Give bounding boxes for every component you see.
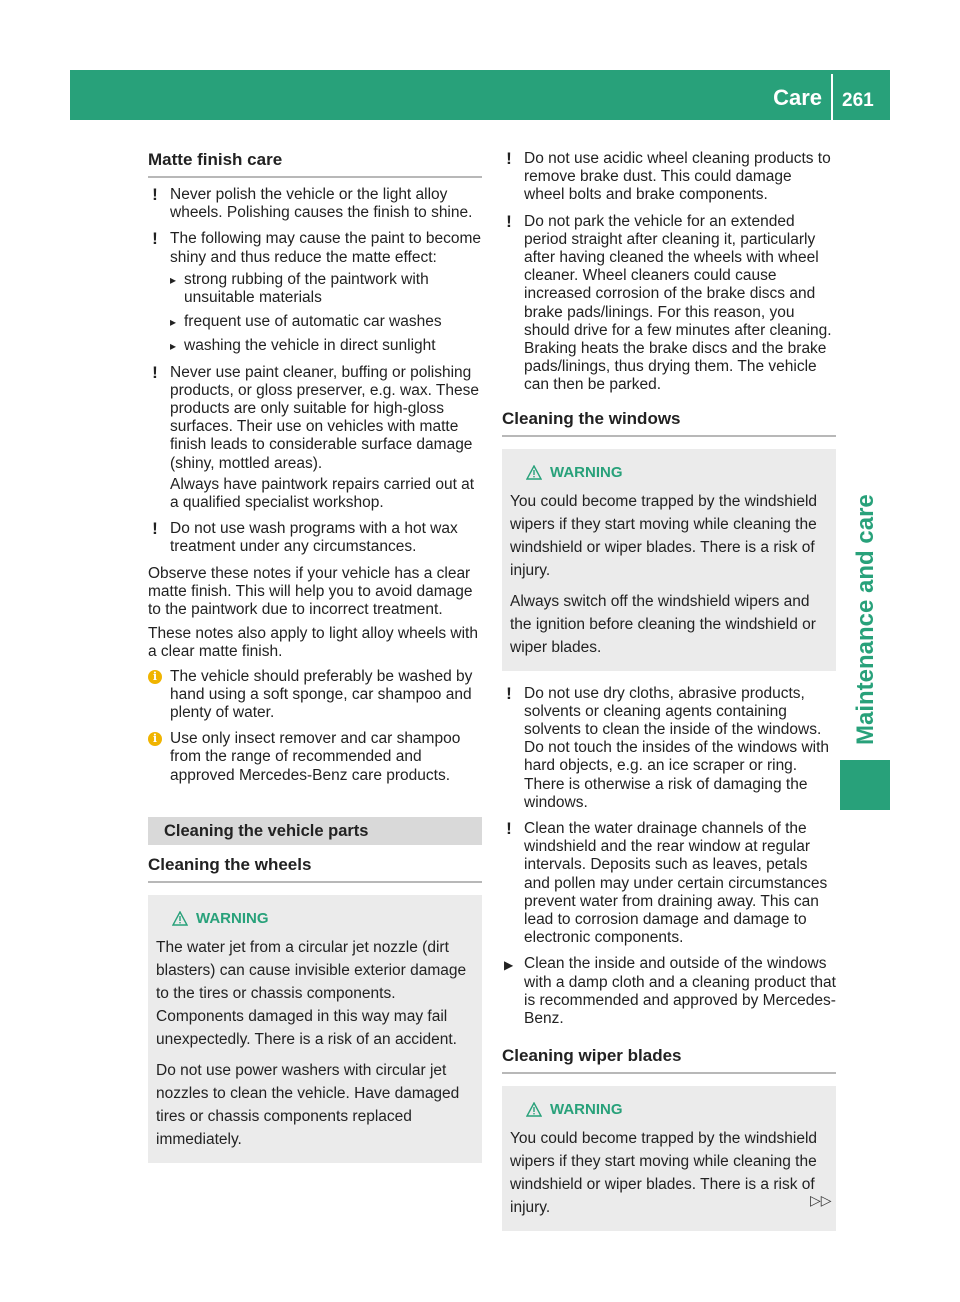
note-text: The following may cause the paint to become shiny and thus reduce the matte effect: [170,230,482,266]
note-info [148,730,482,785]
note-caution [502,213,836,395]
paragraph: These notes also apply to light alloy wheels with a clear matte finish. [148,625,478,661]
bullet-item [170,337,482,355]
caution-icon: ! [152,229,158,249]
wheels-heading: Cleaning the wheels [148,855,482,883]
step-text: Clean the inside and outside of the windows with a damp cloth and a cleaning product that is recommended and approved by Mercedes-Benz. [524,955,836,1028]
continue-arrows-icon: ▷▷ [810,1192,832,1208]
caution-icon: ! [152,519,158,539]
warning-text: You could become trapped by the windshield wipers if they start moving while cleaning the windshield or wiper blades. There is a risk of injury. [510,1130,818,1217]
bullet-text: ▸ frequent use of automatic car washes [184,313,442,330]
note-text: Never use paint cleaner, buffing or polishing products, or gloss preserver, e.g. wax. These products are only suitable for high-gloss surfaces. Their use on vehicles with matte finish leads to considerable surface damage (shiny, mottled areas). [170,363,480,472]
section-title: Care [773,85,822,110]
paragraph: Observe these notes if your vehicle has a clear matte finish. This will help you to avoid damage to the paintwork due to incorrect treatment. [148,564,473,619]
caution-icon: ! [152,185,158,204]
warning-label: WARNING [196,909,269,927]
header-separator [831,74,833,120]
note-text: Do not use wash programs with a hot wax treatment under any circumstances. [170,520,458,556]
warning-text: Do not use power washers with circular jet nozzles to clean the vehicle. Have damaged tires or chassis components replaced immediately. [156,1061,460,1148]
section-band-heading: Cleaning the vehicle parts [148,817,482,845]
windows-heading: Cleaning the windows [502,409,836,437]
bullet-text: ▸ washing the vehicle in direct sunlight [184,337,436,354]
note-text: The vehicle should preferably be washed by hand using a soft sponge, car shampoo and plenty of water. [170,667,473,722]
note-caution [148,186,482,222]
side-tab-marker [840,760,890,810]
warning-label: WARNING [550,463,623,481]
warning-text: Always switch off the windshield wipers and the ignition before cleaning the windshield or wiper blades. [510,592,816,656]
info-icon: i [148,732,162,746]
bullet-item [170,313,482,331]
page-number: 261 [842,90,874,111]
wiper-blades-heading: Cleaning wiper blades [502,1046,836,1074]
bullet-text: ▸ strong rubbing of the paintwork with unsuitable materials [184,271,429,306]
caution-icon: ! [506,819,512,839]
note-text: Use only insect remover and car shampoo from the range of recommended and approved Mercedes-Benz care products. [170,730,461,784]
note-text: Do not use acidic wheel cleaning products to remove brake dust. This could damage wheel bolts and brake components. [524,150,831,204]
note-text: Do not use dry cloths, abrasive products, solvents or cleaning agents containing solvents to clean the inside of the windows. Do not touch the insides of the windows with hard objects, e.g. an ice scraper or ring. There is otherwise a risk of damaging the windows. [524,684,830,811]
warning-box [502,449,836,671]
caution-icon: ! [506,211,512,231]
info-icon: i [148,670,162,684]
matte-finish-heading: Matte finish care [148,150,482,178]
caution-icon: ! [152,362,158,382]
warning-box [502,1086,836,1231]
warning-triangle-icon [526,1102,542,1117]
note-text-secondary: Always have paintwork repairs carried out at a qualified specialist workshop. [170,475,475,512]
step-arrow-icon: ▶ [504,958,514,973]
note-text: Never polish the vehicle or the light alloy wheels. Polishing causes the finish to shine. [170,186,473,222]
note-caution [502,685,836,812]
warning-text: The water jet from a circular jet nozzle (dirt blasters) can cause invisible exterior damage to the tires or chassis components. Components damaged in this way may fail unexpectedly. There is a risk of an accident. [156,938,467,1048]
note-text: Do not park the vehicle for an extended period straight after cleaning it, particularly after having cleaned the wheels with wheel cleaner. Wheel cleaners could cause increased corrosion of the brake discs and brake pads/linings. For this reason, you should drive for a few minutes after cleaning. Braking heats the brake discs and the brake pads/linings, thus drying them. The vehicle can then be parked. [524,212,832,394]
instruction-step [502,955,836,1028]
note-caution [148,520,482,556]
note-caution [148,230,482,355]
side-tab-label: Maintenance and care [852,494,879,745]
warning-label: WARNING [550,1101,623,1119]
header-bar [70,70,890,120]
note-text: Clean the water drainage channels of the windshield and the rear window at regular intervals. Deposits such as leaves, petals and pollen may under certain circumstances prevent water from draining away. This can lead to corrosion damage and damage to electronic components. [524,820,828,947]
bullet-item [170,271,482,307]
right-column [502,150,836,1245]
warning-triangle-icon [526,465,542,480]
note-caution [502,150,836,205]
note-info [148,668,482,723]
warning-box [148,895,482,1163]
caution-icon: ! [506,149,512,168]
caution-icon: ! [506,683,512,703]
left-column [148,150,482,1177]
note-caution [148,364,482,513]
note-caution [502,820,836,947]
warning-text: You could become trapped by the windshield wipers if they start moving while cleaning the windshield or wiper blades. There is a risk of injury. [510,492,818,579]
warning-triangle-icon [172,911,188,926]
